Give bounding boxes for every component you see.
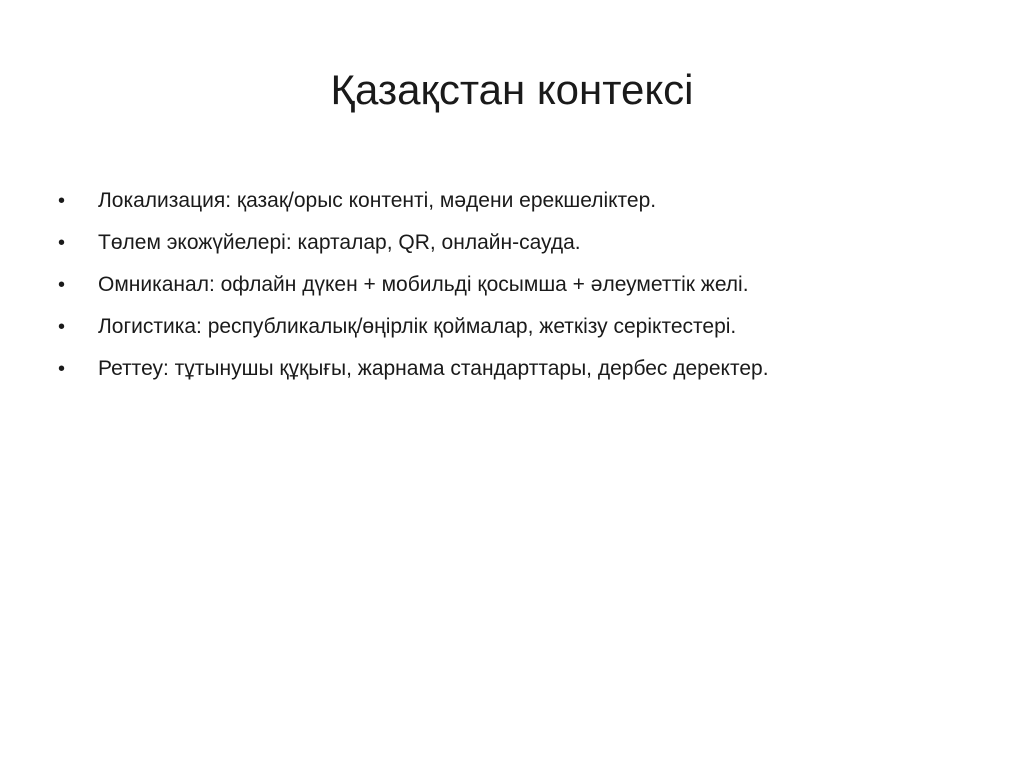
bullet-text: Омниканал: офлайн дүкен + мобильді қосымша + әлеуметтік желі. <box>98 273 749 296</box>
bullet-text: Реттеу: тұтынушы құқығы, жарнама стандарттары, дербес деректер. <box>98 357 769 380</box>
bullet-item <box>58 180 978 222</box>
bullet-text: Локализация: қазақ/орыс контенті, мәдени ерекшеліктер. <box>98 189 657 212</box>
bullet-item <box>58 348 978 390</box>
bullet-dot-icon: • <box>58 358 66 380</box>
bullet-item <box>58 264 978 306</box>
bullet-item <box>58 306 978 348</box>
bullet-dot-icon: • <box>58 316 66 338</box>
bullet-dot-icon: • <box>58 232 66 254</box>
bullet-dot-icon: • <box>58 274 66 296</box>
slide-title: Қазақстан контексі <box>330 66 694 113</box>
bullet-list <box>58 180 978 390</box>
bullet-text: Төлем экожүйелері: карталар, QR, онлайн-сауда. <box>98 231 581 254</box>
bullet-text: Логистика: республикалық/өңірлік қоймалар, жеткізу серіктестері. <box>98 315 737 338</box>
bullet-dot-icon: • <box>58 190 66 212</box>
bullet-item <box>58 222 978 264</box>
